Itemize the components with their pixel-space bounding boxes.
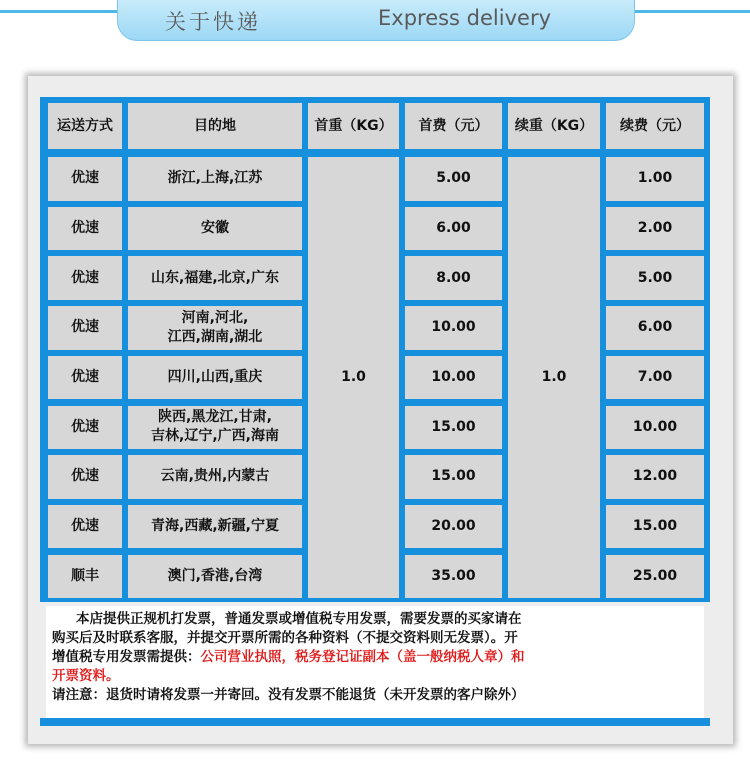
first-fee-cell: 8.00: [405, 256, 502, 300]
first-weight-cell: 1.0: [308, 157, 399, 598]
destination-line: 澳门,香港,台湾: [167, 567, 263, 584]
note-line-1: 本店提供正规机打发票，普通发票或增值税专用发票，需要发票的买家请在: [76, 611, 522, 627]
note-line-3: [52, 648, 698, 667]
method-cell: 优速: [48, 256, 122, 300]
first-fee-cell: 5.00: [405, 157, 502, 201]
destination-cell: [128, 306, 302, 350]
method-cell: 优速: [48, 455, 122, 499]
additional-fee-cell: 25.00: [606, 555, 704, 599]
header-additional-weight: 续重（KG）: [508, 103, 600, 149]
additional-fee-cell: 5.00: [606, 256, 704, 300]
method-cell: 优速: [48, 406, 122, 450]
additional-weight-cell: 1.0: [508, 157, 600, 598]
destination-line: 河南,河北,: [181, 309, 249, 326]
header-destination: 目的地: [128, 103, 302, 149]
destination-cell: [128, 555, 302, 599]
destination-cell: [128, 157, 302, 201]
header-additional-fee: 续费（元）: [606, 103, 704, 149]
additional-fee-cell: 1.00: [606, 157, 704, 201]
first-fee-cell: 6.00: [405, 207, 502, 251]
method-cell: 优速: [48, 157, 122, 201]
additional-fee-cell: 12.00: [606, 455, 704, 499]
destination-cell: [128, 406, 302, 450]
first-fee-cell: 10.00: [405, 356, 502, 400]
first-fee-cell: 15.00: [405, 406, 502, 450]
method-cell: 优速: [48, 207, 122, 251]
header-first-fee: 首费（元）: [405, 103, 502, 149]
first-fee-cell: 15.00: [405, 455, 502, 499]
first-fee-cell: 20.00: [405, 505, 502, 549]
method-cell: 优速: [48, 356, 122, 400]
destination-line: 安徽: [201, 219, 229, 236]
destination-line: 四川,山西,重庆: [167, 369, 263, 386]
destination-line: 陕西,黑龙江,甘肃,: [158, 409, 272, 426]
note-line-3-prefix: 增值税专用发票需提供：: [52, 649, 201, 665]
destination-cell: [128, 356, 302, 400]
note-line-3-red: 公司营业执照，税务登记证副本（盖一般纳税人章）和: [200, 649, 525, 665]
destination-cell: [128, 505, 302, 549]
shipping-table: [40, 97, 710, 602]
header-first-weight: 首重（KG）: [308, 103, 399, 149]
destination-cell: [128, 207, 302, 251]
destination-line: 山东,福建,北京,广东: [151, 269, 279, 286]
destination-line: 云南,贵州,内蒙古: [160, 468, 270, 485]
destination-line: 浙江,上海,江苏: [167, 170, 263, 187]
first-fee-cell: 10.00: [405, 306, 502, 350]
note-line-2: 购买后及时联系客服，并提交开票所需的各种资料（不提交资料则无发票）。开: [52, 630, 518, 646]
note-line-5: 请注意：退货时请将发票一并寄回。没有发票不能退货（未开发票的客户除外）: [52, 687, 525, 703]
additional-fee-cell: 6.00: [606, 306, 704, 350]
destination-line: 青海,西藏,新疆,宁夏: [151, 518, 279, 535]
method-cell: 顺丰: [48, 555, 122, 599]
first-fee-cell: 35.00: [405, 555, 502, 599]
invoice-note: [46, 606, 704, 718]
destination-cell: [128, 256, 302, 300]
destination-line: 江西,湖南,湖北: [167, 328, 263, 345]
destination-cell: [128, 455, 302, 499]
note-line-4: 开票资料。: [52, 668, 120, 684]
header-shipping-method: 运送方式: [48, 103, 122, 149]
method-cell: 优速: [48, 505, 122, 549]
additional-fee-cell: 2.00: [606, 207, 704, 251]
header-title-cn: 关于快递: [165, 10, 261, 34]
table-bottom-border: [40, 718, 710, 726]
destination-line: 吉林,辽宁,广西,海南: [151, 428, 279, 445]
additional-fee-cell: 15.00: [606, 505, 704, 549]
additional-fee-cell: 10.00: [606, 406, 704, 450]
header-title-en: Express delivery: [378, 6, 552, 30]
additional-fee-cell: 7.00: [606, 356, 704, 400]
method-cell: 优速: [48, 306, 122, 350]
